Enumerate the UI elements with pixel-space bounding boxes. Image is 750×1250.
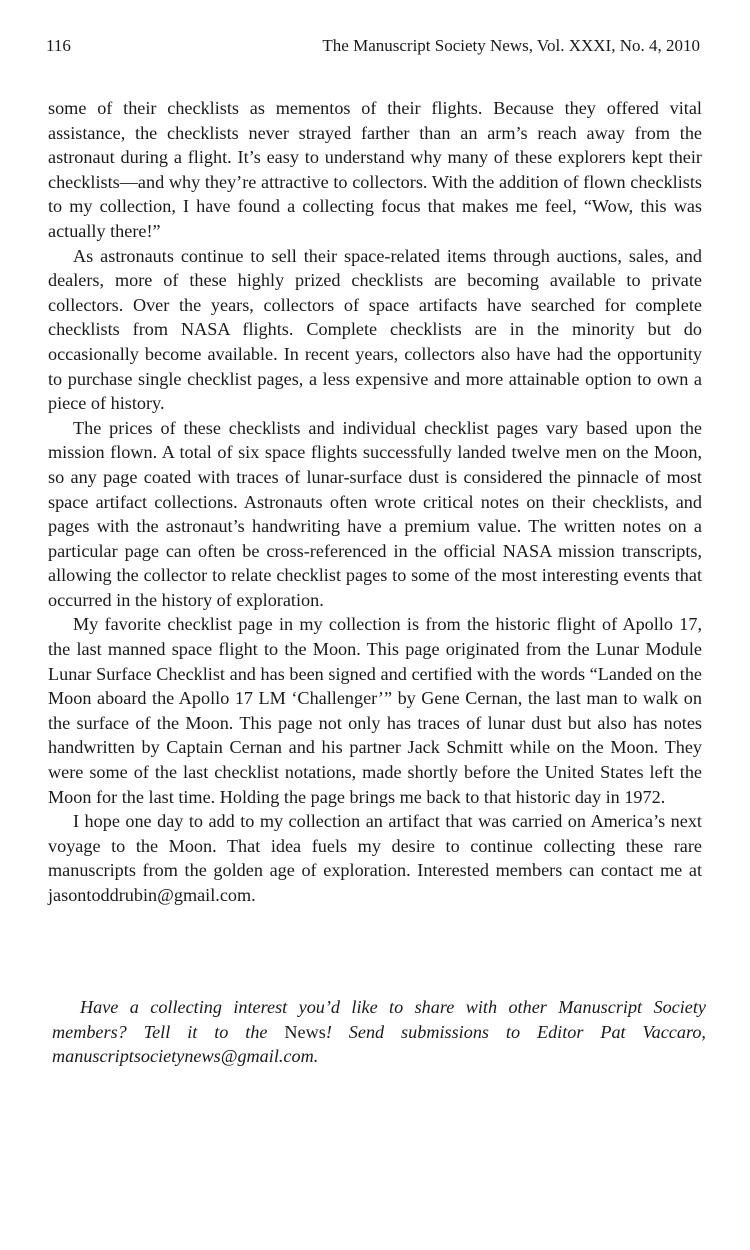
article-body [48,96,702,908]
submission-callout [52,995,706,1069]
paragraph-1: some of their checklists as mementos of their flights. Because they offered vital assistance, the checklists never strayed farther than an arm’s reach away from the astronaut during a flight. It’s easy to understand why many of these explorers kept their checklists—and why they’re attractive to collectors. With the addition of flown checklists to my collection, I have found a collecting focus that makes me feel, “Wow, this was actually there!” [48,98,702,241]
paragraph-4: My favorite checklist page in my collection is from the historic flight of Apollo 17, the last manned space flight to the Moon. This page originated from the Lunar Module Lunar Surface Checklist and has been signed and certified with the words “Landed on the Moon aboard the Apollo 17 LM ‘Challenger’” by Gene Cernan, the last man to walk on the surface of the Moon. This page not only has traces of lunar dust but also has notes handwritten by Captain Cernan and his partner Jack Schmitt while on the Moon. They were some of the last checklist notations, made shortly before the United States left the Moon for the last time. Holding the page brings me back to that historic day in 1972. [48,614,702,807]
paragraph-3: The prices of these checklists and individual checklist pages vary based upon the mission flown. A total of six space flights successfully landed twelve men on the Moon, so any page coated with traces of lunar-surface dust is considered the pinnacle of most space artifact collections. Astronauts often wrote critical notes on their checklists, and pages with the astronaut’s handwriting have a premium value. The written notes on a particular page can often be cross-referenced in the official NASA mission transcripts, allowing the collector to relate checklist pages to some of the most interesting events that occurred in the history of exploration. [48,417,702,610]
page-header [46,34,700,58]
running-head: The Manuscript Society News, Vol. XXXI, No. 4, 2010 [322,36,700,55]
callout-news-title: News [284,1021,326,1042]
paragraph-5: I hope one day to add to my collection an artifact that was carried on America’s next voyage to the Moon. That idea fuels my desire to continue collecting these rare manuscripts from the golden age of exploration. Interested members can contact me at jasontoddrubin@gmail.com. [48,811,702,905]
callout-text-2: ! Send submissions to Editor Pat Vaccaro, manuscriptsocietynews@gmail.com. [52,1021,706,1067]
page-number: 116 [46,36,71,55]
paragraph-2: As astronauts continue to sell their space-related items through auctions, sales, and dealers, more of these highly prized checklists are becoming available to private collectors. Over the years, collectors of space artifacts have searched for complete checklists from NASA flights. Complete checklists are in the minority but do occasionally become available. In recent years, collectors also have had the opportunity to purchase single checklist pages, a less expensive and more attainable option to own a piece of history. [48,245,702,414]
callout-text-1: Have a collecting interest you’d like to share with other Manuscript Society members? Tell it to the [52,997,706,1042]
